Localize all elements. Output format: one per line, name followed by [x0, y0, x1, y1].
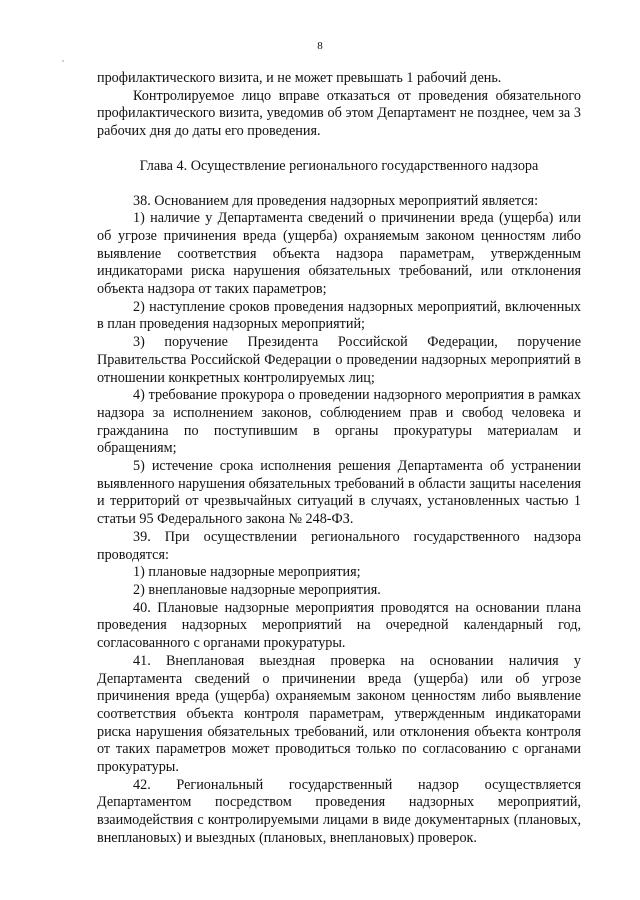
paragraph-38-item-5: 5) истечение срока исполнения решения Департамента об устранении выявленного нарушения обязательных требований в области защиты населения и территорий от чрезвычайных ситуаций в случаях, установленных частью 1 статьи 95 Федерального закона № 248-ФЗ.	[97, 458, 581, 528]
page-number: 8	[317, 40, 323, 52]
paragraph-40: 40. Плановые надзорные мероприятия проводятся на основании плана проведения надзорных мероприятий на очередной календарный год, согласованного с органами прокуратуры.	[97, 599, 581, 652]
paragraph-39-item-1: 1) плановые надзорные мероприятия;	[133, 564, 361, 581]
paragraph-41: 41. Внеплановая выездная проверка на основании наличия у Департамента сведений о причинении вреда (ущерба) или об угрозе причинения вреда (ущерба) охраняемым законом ценностям либо выявление соответствия объекта контроля параметрам, утвержденным индикаторами риска нарушения обязательных требований, или отклонения объекта контроля от таких параметров может проводиться только по согласованию с органами прокуратуры.	[97, 652, 581, 776]
paragraph-continuation: профилактического визита, и не может превышать 1 рабочий день.	[97, 70, 502, 86]
paragraph-38-item-4: 4) требование прокурора о проведении надзорного мероприятия в рамках надзора за исполнением законов, соблюдением прав и свобод человека и гражданина по поступившим в органы прокуратуры материалам и обращениям;	[97, 387, 581, 457]
paragraph-refusal: Контролируемое лицо вправе отказаться от проведения обязательного профилактического визита, уведомив об этом Департамент не позднее, чем за 3 рабочих дня до даты его проведения.	[97, 87, 581, 140]
paragraph-38-item-3: 3) поручение Президента Российской Федерации, поручение Правительства Российской Федерации о проведении надзорных мероприятий в отношении конкретных контролируемых лиц;	[97, 334, 581, 386]
chapter-heading: Глава 4. Осуществление регионального государственного надзора	[139, 157, 539, 174]
paragraph-42: 42. Региональный государственный надзор осуществляется Департаментом посредством проведения надзорных мероприятий, взаимодействия с контролируемыми лицами в виде документарных (плановых, внеплановых) и выездных (плановых, внеплановых) проверок.	[97, 776, 581, 846]
paragraph-39-item-2: 2) внеплановые надзорные мероприятия.	[133, 581, 381, 598]
document-body	[97, 70, 581, 848]
paragraph-38: 38. Основанием для проведения надзорных мероприятий является:	[133, 192, 539, 209]
paragraph-38-item-2: 2) наступление сроков проведения надзорных мероприятий, включенных в план проведения надзорных мероприятий;	[97, 298, 581, 333]
paragraph-38-item-1: 1) наличие у Департамента сведений о причинении вреда (ущерба) или об угрозе причинения вреда (ущерба) охраняемым законом ценностям либо выявление соответствия объекта надзора параметрам, утвержденным индикаторами риска нарушения обязательных требований, или отклонения объекта надзора от таких параметров;	[97, 210, 581, 298]
scan-speck	[62, 60, 64, 62]
paragraph-39: 39. При осуществлении регионального государственного надзора проводятся:	[97, 528, 581, 563]
